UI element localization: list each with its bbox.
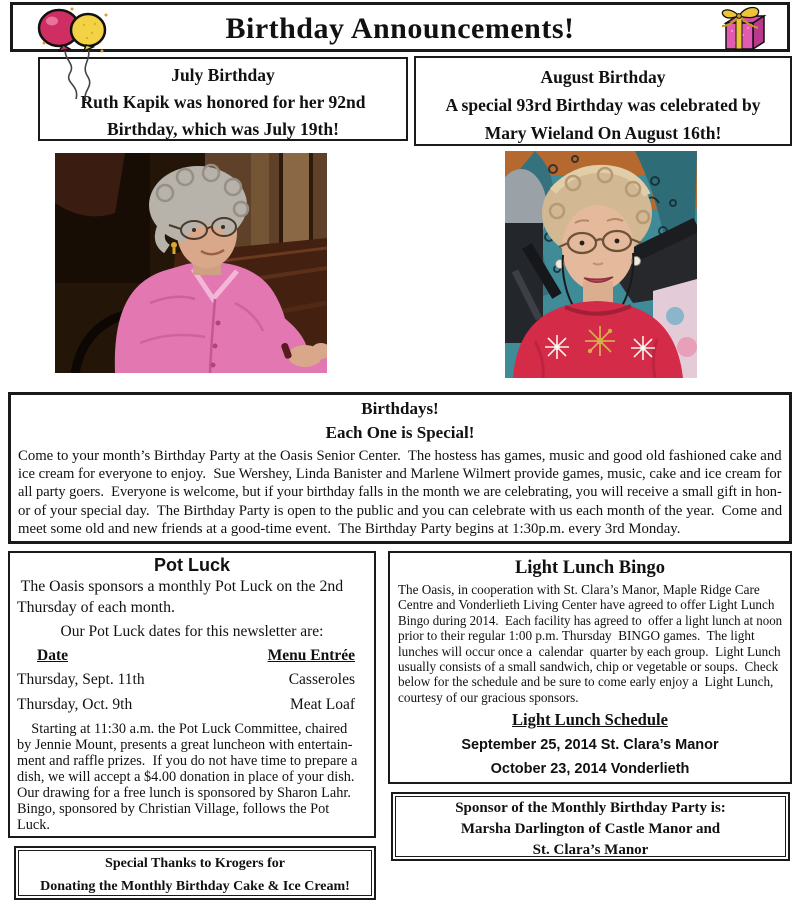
photo-ruth-kapik [55, 153, 327, 373]
text-line: lunches will occur once a calendar quarter by each group. Light Lunch [398, 643, 781, 659]
birthdays-paragraph [18, 447, 782, 538]
text-line: The Oasis sponsors a monthly Pot Luck on the 2nd [17, 578, 344, 595]
july-title: July Birthday [171, 65, 275, 85]
july-line2: Birthday, which was July 19th! [107, 119, 339, 139]
date-cell: Thursday, Sept. 11th [17, 671, 145, 688]
august-birthday-box [414, 56, 792, 146]
table-row [17, 670, 367, 690]
text-line: October 23, 2014 Vonderlieth [490, 761, 690, 778]
august-line2: Mary Wieland On August 16th! [484, 123, 722, 143]
birthdays-box [8, 392, 792, 544]
gift-icon [710, 4, 774, 50]
text-line: September 25, 2014 St. Clara’s Manor [461, 737, 719, 754]
table-row [17, 695, 367, 715]
photo-mary-wieland [505, 151, 697, 378]
text-line: Starting at 11:30 a.m. the Pot Luck Committee, chaired [17, 721, 348, 737]
page-title: Birthday Announcements! [225, 12, 575, 45]
text-line: Come to your month’s Birthday Party at the Oasis Senior Center. The hostess has games, music and good old fashioned cake and [18, 448, 782, 464]
text-line: below for the schedule and be sure to come early enjoy a Light Lunch, [398, 674, 774, 690]
light-lunch-title: Light Lunch Bingo [514, 558, 666, 578]
light-lunch-bingo-box [388, 551, 792, 784]
menu-cell: Meat Loaf [290, 696, 355, 713]
pot-luck-intro [17, 577, 367, 618]
pot-luck-box [8, 551, 376, 838]
text-line: courtesy of our gracious sponsors. [398, 689, 579, 705]
text-line: The Oasis, in cooperation with St. Clara’s Manor, Maple Ridge Care [398, 582, 760, 597]
thanks-line2: Donating the Monthly Birthday Cake & Ice Cream! [40, 879, 350, 894]
text-line: by Jennie Mount, presents a great luncheon with entertain- [17, 737, 353, 753]
july-line1: Ruth Kapik was honored for her 92nd [80, 92, 366, 112]
text-line: Thursday of each month. [17, 598, 175, 616]
sponsor-line3: St. Clara’s Manor [532, 842, 649, 858]
light-lunch-schedule-title: Light Lunch Schedule [512, 710, 668, 730]
august-title: August Birthday [540, 67, 666, 87]
text-line: Our drawing for a free lunch is sponsored by Sharon Lahr. [17, 785, 351, 801]
birthdays-subtitle: Each One is Special! [325, 423, 475, 442]
pot-luck-dates-line: Our Pot Luck dates for this newsletter are: [60, 623, 324, 640]
pot-luck-paragraph [17, 721, 367, 833]
text-line: Luck. [17, 817, 50, 833]
text-line: Bingo, sponsored by Christian Village, follows the Pot [17, 801, 330, 817]
august-line1: A special 93rd Birthday was celebrated by [445, 95, 761, 115]
column-header-menu-entree: Menu Entrée [267, 647, 355, 664]
light-lunch-paragraph [398, 582, 782, 705]
text-line: usually consists of a small sandwich, chip or vegetable or soups. Check [398, 659, 779, 675]
special-thanks-box [14, 846, 376, 900]
birthdays-title: Birthdays! [361, 399, 439, 418]
text-line: meet some old and new friends at a good-time event. The Birthday Party begins at 1:30p.m. every 3rd Monday. [18, 520, 681, 537]
text-line: ment and raffle prizes. If you do not have time to prepare a [17, 753, 358, 769]
column-header-date: Date [37, 647, 68, 664]
date-cell: Thursday, Oct. 9th [17, 696, 133, 713]
text-line: ice cream for everyone to enjoy. Sue Wershey, Linda Banister and Marlene Wilmert provide games, music, cake and ice cream for [18, 466, 782, 483]
text-line: prior to their regular 1:00 p.m. Thursday BINGO games. The light [398, 628, 755, 644]
text-line: or of your special day. The Birthday Party is open to the public and you can celebrate with us each month of the year. Come and [18, 502, 783, 519]
text-line: Centre and Vonderlieth Living Center have agreed to offer Light Lunch [398, 597, 775, 613]
thanks-line1: Special Thanks to Krogers for [105, 856, 285, 871]
text-line: dish, we will accept a $4.00 donation in place of your dish. [17, 769, 355, 785]
sponsor-line1: Sponsor of the Monthly Birthday Party is: [455, 800, 726, 816]
sponsor-line2: Marsha Darlington of Castle Manor and [460, 821, 721, 837]
sponsor-box [391, 792, 790, 861]
pot-luck-title: Pot Luck [153, 555, 230, 575]
pot-luck-table-header [17, 646, 367, 665]
text-line: all party goers. Everyone is welcome, but if your birthday falls in the month we are celebrating, you will receive a small gift in hon- [18, 484, 782, 501]
light-lunch-schedule [398, 733, 782, 781]
text-line: Bingo during 2014. Each facility has agreed to offer a light lunch at noon [398, 612, 783, 628]
balloons-icon [36, 3, 114, 103]
header-bar [10, 2, 790, 52]
menu-cell: Casseroles [288, 671, 355, 688]
